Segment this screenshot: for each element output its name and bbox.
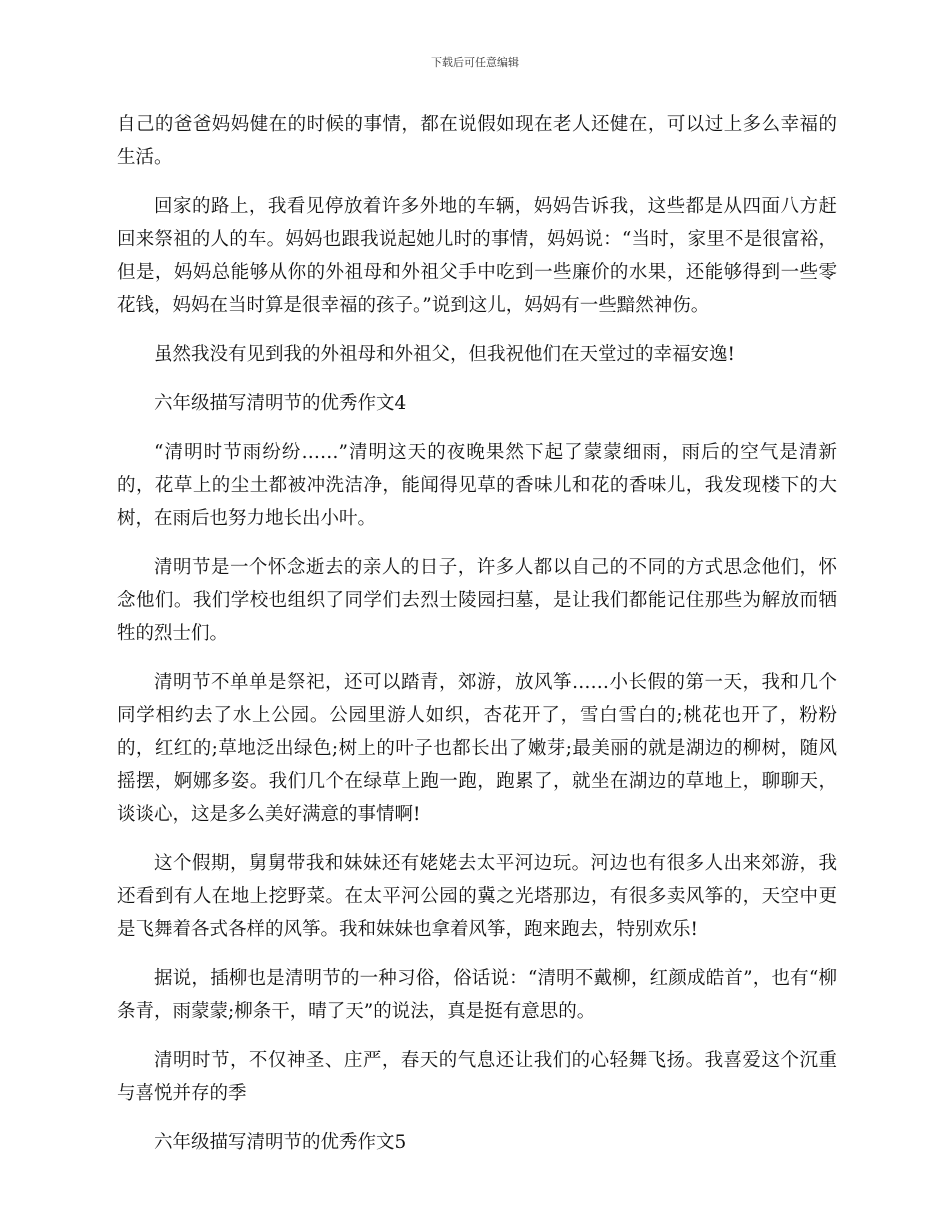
essay-title-5: 六年级描写清明节的优秀作文5 [154,1132,407,1153]
page-header-note: 下载后可任意编辑 [431,56,519,69]
paragraph-river: 这个假期，舅舅带我和妹妹还有姥姥去太平河边玩。河边也有很多人出来郊游，我还看到有人在地上挖野菜。在太平河公园的冀之光塔那边，有很多卖风筝的，天空中更是飞舞着各式各样的风筝。我和妹妹也拿着风筝，跑来跑去，特别欢乐! [117,853,837,940]
document-body [117,108,837,1175]
paragraph-outing: 清明节不单单是祭祀，还可以踏青，郊游，放风筝……小长假的第一天，我和几个同学相约去了水上公园。公园里游人如织，杏花开了，雪白雪白的;桃花也开了，粉粉的，红红的;草地泛出绿色;树上的叶子也都长出了嫩芽;最美丽的就是湖边的柳树，随风摇摆，婀娜多姿。我们几个在绿草上跑一跑，跑累了，就坐在湖边的草地上，聊聊天，谈谈心，这是多么美好满意的事情啊! [117,672,837,825]
paragraph-remembrance: 清明节是一个怀念逝去的亲人的日子，许多人都以自己的不同的方式思念他们，怀念他们。我们学校也组织了同学们去烈士陵园扫墓，是让我们都能记住那些为解放而牺牲的烈士们。 [117,557,837,644]
paragraph-willow: 据说，插柳也是清明节的一种习俗，俗话说：“清明不戴柳，红颜成皓首”，也有“柳条青，雨蒙蒙;柳条干，晴了天”的说法，真是挺有意思的。 [117,968,837,1022]
paragraph-way-home: 回家的路上，我看见停放着许多外地的车辆，妈妈告诉我，这些都是从四面八方赶回来祭祖的人的车。妈妈也跟我说起她儿时的事情，妈妈说：“当时，家里不是很富裕，但是，妈妈总能够从你的外祖母和外祖父手中吃到一些廉价的水果，还能够得到一些零花钱，妈妈在当时算是很幸福的孩子。”说到这儿，妈妈有一些黯然神伤。 [117,196,837,316]
essay-title-4: 六年级描写清明节的优秀作文4 [154,393,407,414]
paragraph-continuation: 自己的爸爸妈妈健在的时候的事情，都在说假如现在老人还健在，可以过上多么幸福的生活。 [117,114,837,168]
paragraph-blessing: 虽然我没有见到我的外祖母和外祖父，但我祝他们在天堂过的幸福安逸! [154,344,735,365]
paragraph-rain: “清明时节雨纷纷……”清明这天的夜晚果然下起了蒙蒙细雨，雨后的空气是清新的，花草上的尘土都被冲洗洁净，能闻得见草的香味儿和花的香味儿，我发现楼下的大树，在雨后也努力地长出小叶。 [117,442,837,529]
paragraph-season: 清明时节，不仅神圣、庄严，春天的气息还让我们的心轻舞飞扬。我喜爱这个沉重与喜悦并存的季 [117,1050,837,1104]
